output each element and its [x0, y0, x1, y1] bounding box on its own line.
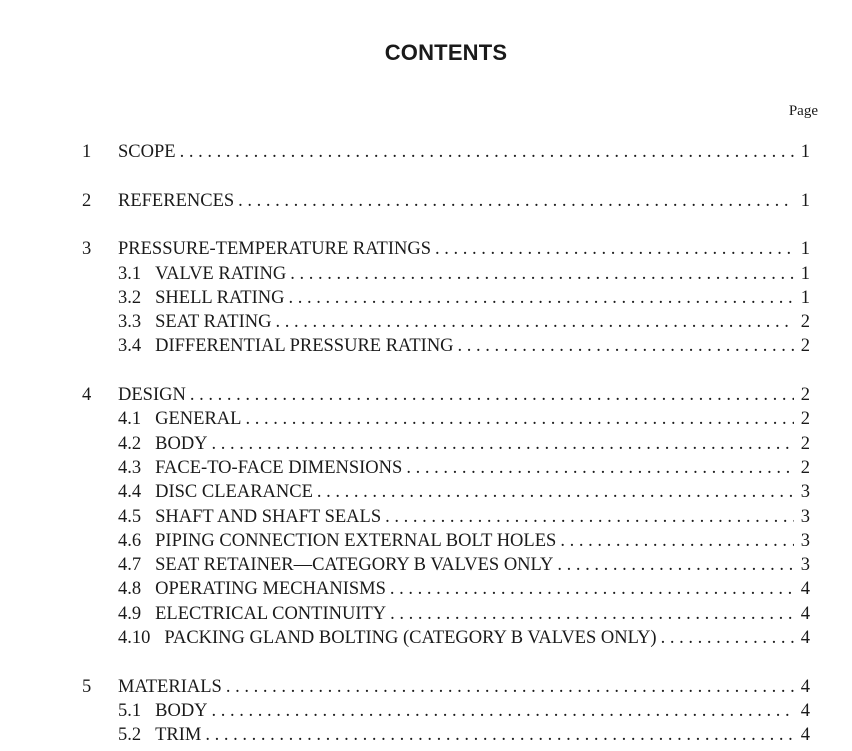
subsection-number: 3.4 — [118, 336, 142, 357]
dot-leader — [560, 529, 794, 553]
entry-title: PRESSURE-TEMPERATURE RATINGS — [118, 239, 432, 260]
dot-leader — [557, 553, 794, 577]
dot-leader — [435, 237, 794, 261]
page-number: 3 — [800, 530, 810, 551]
subsection-number: 4.9 — [118, 603, 142, 624]
page-number: 4 — [800, 700, 810, 721]
entry-title: PIPING CONNECTION EXTERNAL BOLT HOLES — [155, 530, 557, 551]
toc-subsection — [0, 577, 852, 601]
page-number: 4 — [800, 603, 810, 624]
entry-title: PACKING GLAND BOLTING (CATEGORY B VALVES ONLY) — [164, 628, 657, 648]
entry-title: SHAFT AND SHAFT SEALS — [155, 506, 382, 527]
page-number: 4 — [800, 579, 810, 600]
toc-entry — [118, 480, 810, 504]
entry-title: DESIGN — [118, 385, 186, 405]
section-number: 1 — [82, 142, 92, 162]
entry-title: SHELL RATING — [155, 287, 285, 308]
dot-leader — [406, 456, 794, 480]
dot-leader — [317, 480, 794, 504]
toc-section — [0, 237, 852, 261]
page-number: 1 — [800, 239, 810, 260]
section-number: 4 — [82, 385, 92, 405]
entry-title: ELECTRICAL CONTINUITY — [155, 603, 387, 624]
toc-entry — [118, 456, 810, 480]
toc-entry — [118, 262, 810, 286]
toc-subsection — [0, 480, 852, 504]
page-number: 4 — [800, 725, 810, 746]
toc-subsection — [0, 334, 852, 358]
subsection-number: 5.1 — [118, 700, 142, 721]
dot-leader — [390, 577, 794, 601]
section-number: 3 — [82, 239, 92, 260]
entry-title: SEAT RETAINER—CATEGORY B VALVES ONLY — [155, 555, 554, 576]
entry-title: TRIM — [155, 725, 202, 746]
page-number: 2 — [800, 336, 810, 357]
toc-subsection — [0, 262, 852, 286]
entry-title: DIFFERENTIAL PRESSURE RATING — [155, 336, 454, 357]
entry-title: SEAT RATING — [155, 312, 272, 333]
subsection-number: 4.5 — [118, 506, 142, 527]
toc-subsection — [0, 626, 852, 650]
page-number: 1 — [800, 263, 810, 284]
toc-entry — [118, 286, 810, 310]
toc-entry — [118, 237, 810, 261]
dot-leader — [212, 432, 794, 456]
page-number: 2 — [800, 433, 810, 454]
page-number: 1 — [800, 142, 810, 162]
toc-subsection — [0, 407, 852, 431]
entry-title: FACE-TO-FACE DIMENSIONS — [155, 457, 403, 478]
subsection-number: 5.2 — [118, 725, 142, 746]
toc-entry — [118, 577, 810, 601]
page-number: 4 — [800, 628, 810, 648]
dot-leader — [458, 334, 794, 358]
page-number: 1 — [800, 190, 810, 211]
page-title: CONTENTS — [384, 40, 508, 65]
toc-entry — [118, 675, 810, 699]
toc-entry — [118, 626, 810, 650]
entry-title: MATERIALS — [118, 676, 222, 697]
subsection-number: 4.7 — [118, 555, 142, 576]
toc-entry — [118, 189, 810, 213]
section-number: 5 — [82, 676, 92, 697]
toc-entry — [118, 699, 810, 723]
toc-subsection — [0, 505, 852, 529]
toc-entry — [118, 602, 810, 626]
subsection-number: 3.2 — [118, 287, 142, 308]
entry-title: REFERENCES — [118, 190, 235, 211]
page-number: 2 — [800, 409, 810, 430]
toc-entry — [118, 140, 810, 164]
toc-section — [0, 675, 852, 699]
entry-title: DISC CLEARANCE — [155, 482, 313, 503]
page-number: 4 — [800, 676, 810, 697]
toc-subsection — [0, 699, 852, 723]
entry-title: BODY — [155, 433, 208, 454]
page-column-label: Page — [788, 103, 818, 119]
dot-leader — [385, 505, 794, 529]
toc-entry — [118, 310, 810, 334]
subsection-number: 3.1 — [118, 263, 142, 284]
subsection-number: 4.8 — [118, 579, 142, 600]
toc-section — [0, 383, 852, 407]
subsection-number: 4.6 — [118, 530, 142, 551]
toc-subsection — [0, 553, 852, 577]
toc-entry — [118, 334, 810, 358]
toc-entry — [118, 723, 810, 747]
subsection-number: 4.2 — [118, 433, 142, 454]
subsection-number: 4.10 — [118, 628, 151, 648]
toc-subsection — [0, 456, 852, 480]
dot-leader — [238, 189, 794, 213]
entry-title: VALVE RATING — [155, 263, 287, 284]
page-number: 3 — [800, 555, 810, 576]
entry-title: SCOPE — [118, 142, 176, 162]
section-number: 2 — [82, 190, 92, 211]
dot-leader — [288, 286, 794, 310]
toc-subsection — [0, 723, 852, 747]
subsection-number: 4.3 — [118, 457, 142, 478]
toc-subsection — [0, 602, 852, 626]
toc-subsection — [0, 432, 852, 456]
entry-title: GENERAL — [155, 409, 242, 430]
toc-entry — [118, 553, 810, 577]
dot-leader — [275, 310, 794, 334]
page-number: 1 — [800, 287, 810, 308]
toc-section — [0, 189, 852, 213]
subsection-number: 3.3 — [118, 312, 142, 333]
toc-subsection — [0, 310, 852, 334]
toc-entry — [118, 407, 810, 431]
dot-leader — [212, 699, 794, 723]
dot-leader — [190, 383, 794, 407]
toc-entry — [118, 529, 810, 553]
dot-leader — [226, 675, 794, 699]
subsection-number: 4.4 — [118, 482, 142, 503]
toc-subsection — [0, 529, 852, 553]
page-number: 2 — [800, 385, 810, 405]
toc-subsection — [0, 286, 852, 310]
toc-entry — [118, 432, 810, 456]
page-number: 3 — [800, 482, 810, 503]
page-number: 2 — [800, 312, 810, 333]
toc-section — [0, 140, 852, 164]
dot-leader — [290, 262, 794, 286]
entry-title: OPERATING MECHANISMS — [155, 579, 386, 600]
dot-leader — [245, 407, 794, 431]
toc-entry — [118, 505, 810, 529]
page-number: 2 — [800, 457, 810, 478]
dot-leader — [390, 602, 794, 626]
page-number: 3 — [800, 506, 810, 527]
dot-leader — [180, 140, 794, 164]
dot-leader — [205, 723, 794, 747]
subsection-number: 4.1 — [118, 409, 142, 430]
dot-leader — [661, 626, 794, 650]
toc-entry — [118, 383, 810, 407]
entry-title: BODY — [155, 700, 208, 721]
